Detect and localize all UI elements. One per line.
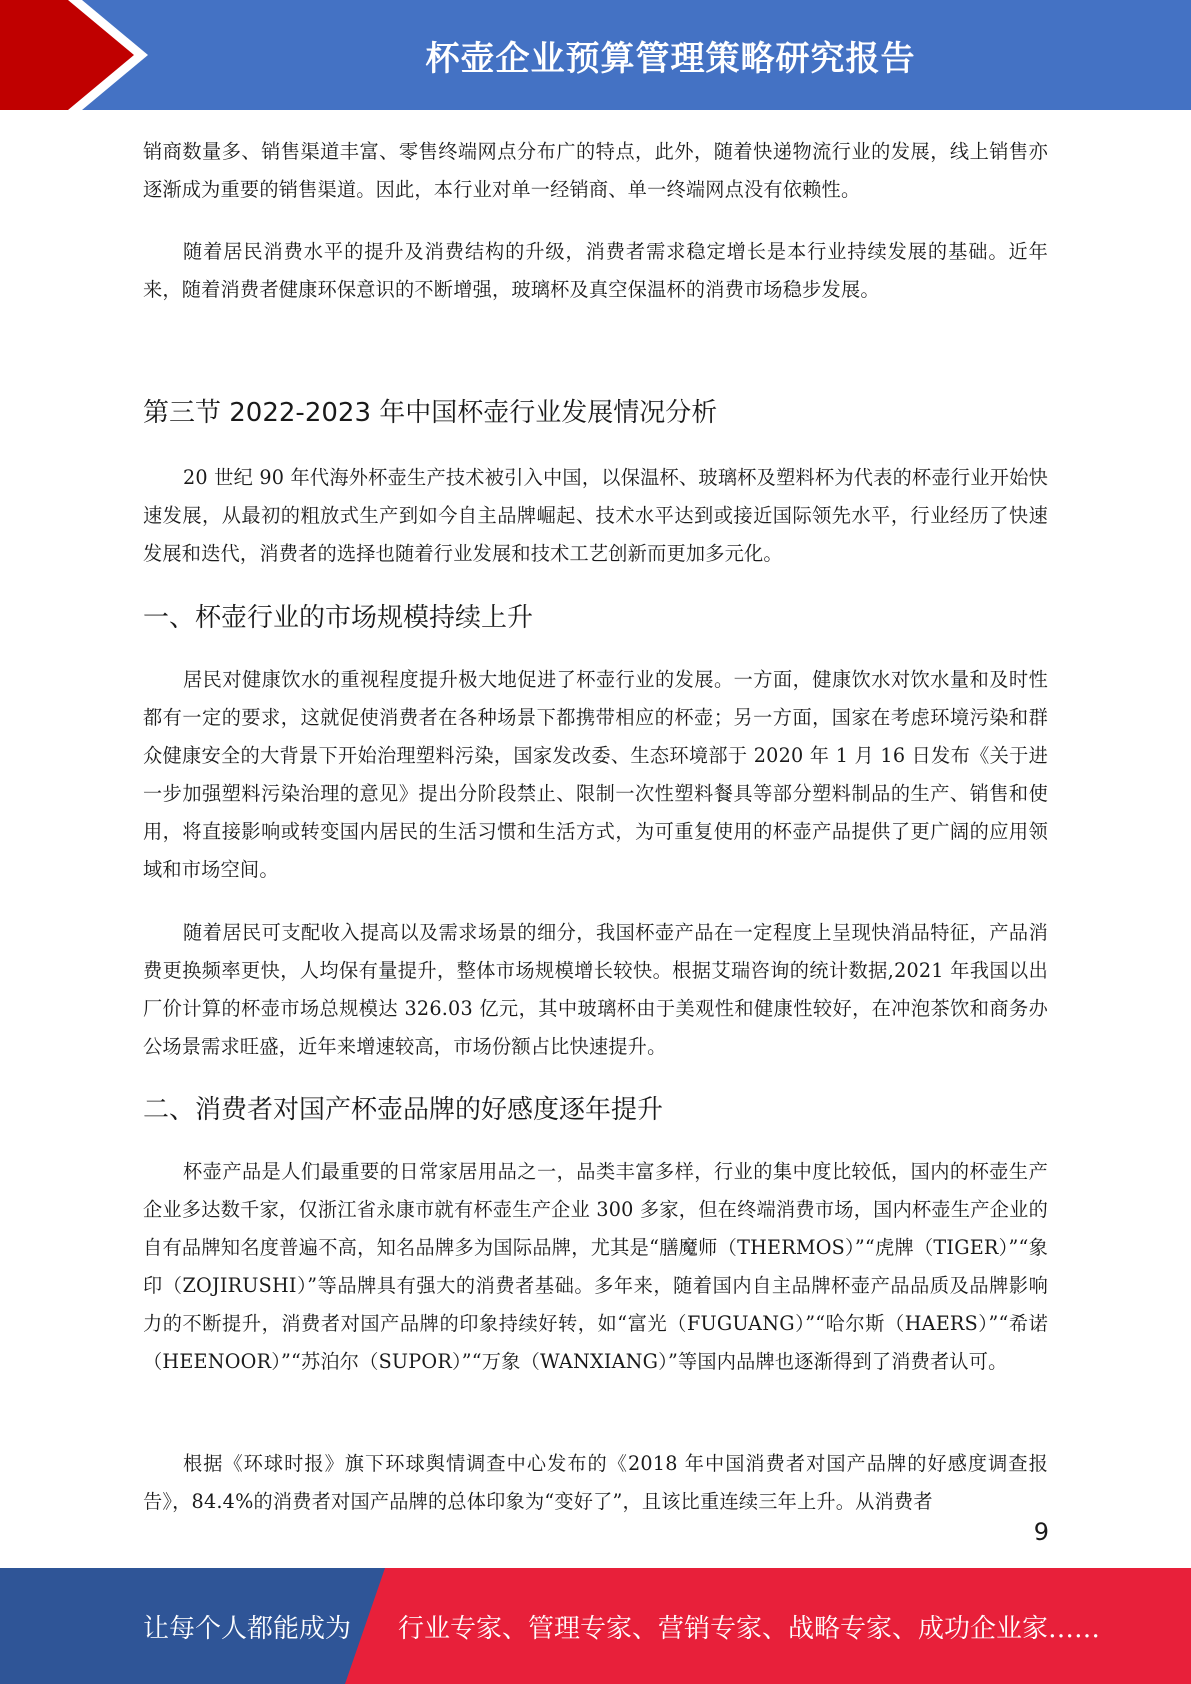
footer-slogan-right: 行业专家、管理专家、营销专家、战略专家、成功企业家…… xyxy=(398,1613,1101,1644)
subheading-1-block xyxy=(143,597,1048,634)
body-paragraph: 销商数量多、销售渠道丰富、零售终端网点分布广的特点，此外，随着快递物流行业的发展，线上销售亦逐渐成为重要的销售渠道。因此，本行业对单一经销商、单一终端网点没有依赖性。 xyxy=(143,140,1048,201)
body-paragraph: 20 世纪 90 年代海外杯壶生产技术被引入中国，以保温杯、玻璃杯及塑料杯为代表的杯壶行业开始快速发展，从最初的粗放式生产到如今自主品牌崛起、技术水平达到或接近国际领先水平，行业经历了快速发展和迭代，消费者的选择也随着行业发展和技术工艺创新而更加多元化。 xyxy=(143,466,1048,565)
header-arrow-decoration xyxy=(0,0,160,110)
body-paragraph-5-block xyxy=(143,914,1048,1066)
footer-banner xyxy=(0,1568,1191,1684)
header-banner xyxy=(0,0,1191,110)
body-paragraph: 杯壶产品是人们最重要的日常家居用品之一，品类丰富多样，行业的集中度比较低，国内的杯壶生产企业多达数千家，仅浙江省永康市就有杯壶生产企业 300 多家，但在终端消费市场，国内杯壶生产企业的自有品牌知名度普遍不高，知名品牌多为国际品牌，尤其是“膳魔师（THERMOS）”“虎牌（TIGER）”“象印（ZOJIRUSHI）”等品牌具有强大的消费者基础。多年来，随着国内自主品牌杯壶产品品质及品牌影响力的不断提升，消费者对国产品牌的印象持续好转，如“富光（FUGUANG）”“哈尔斯（HAERS）”“希诺（HEENOOR）”“苏泊尔（SUPOR）”“万象（WANXIANG）”等国内品牌也逐渐得到了消费者认可。 xyxy=(143,1160,1048,1373)
body-paragraph-3-block xyxy=(143,459,1048,573)
subheading-2-block xyxy=(143,1089,1048,1126)
body-paragraph: 随着居民可支配收入提高以及需求场景的细分，我国杯壶产品在一定程度上呈现快消品特征，产品消费更换频率更快，人均保有量提升，整体市场规模增长较快。根据艾瑞咨询的统计数据,2021 年我国以出厂价计算的杯壶市场总规模达 326.03 亿元，其中玻璃杯由于美观性和健康性较好，在冲泡茶饮和商务办公场景需求旺盛，近年来增速较高，市场份额占比快速提升。 xyxy=(143,921,1048,1058)
body-paragraph-4-block xyxy=(143,661,1048,889)
body-paragraph-6-block xyxy=(143,1153,1048,1381)
section-heading: 第三节 2022-2023 年中国杯壶行业发展情况分析 xyxy=(143,398,718,428)
body-paragraph: 随着居民消费水平的提升及消费结构的升级，消费者需求稳定增长是本行业持续发展的基础。近年来，随着消费者健康环保意识的不断增强，玻璃杯及真空保温杯的消费市场稳步发展。 xyxy=(143,240,1048,301)
footer-slogan-left: 让每个人都能成为 xyxy=(143,1613,352,1644)
subsection-heading: 二、消费者对国产杯壶品牌的好感度逐年提升 xyxy=(143,1095,664,1125)
report-title: 杯壶企业预算管理策略研究报告 xyxy=(425,38,916,79)
body-paragraph-1-block xyxy=(143,133,1048,209)
section-heading-block xyxy=(143,392,1048,429)
body-paragraph-2-block xyxy=(143,233,1048,309)
body-paragraph: 居民对健康饮水的重视程度提升极大地促进了杯壶行业的发展。一方面，健康饮水对饮水量和及时性都有一定的要求，这就促使消费者在各种场景下都携带相应的杯壶；另一方面，国家在考虑环境污染和群众健康安全的大背景下开始治理塑料污染，国家发改委、生态环境部于 2020 年 1 月 16 日发布《关于进一步加强塑料污染治理的意见》提出分阶段禁止、限制一次性塑料餐具等部分塑料制品的生产、销售和使用，将直接影响或转变国内居民的生活习惯和生活方式，为可重复使用的杯壶产品提供了更广阔的应用领域和市场空间。 xyxy=(143,668,1048,881)
body-paragraph: 根据《环球时报》旗下环球舆情调查中心发布的《2018 年中国消费者对国产品牌的好感度调查报告》，84.4%的消费者对国产品牌的总体印象为“变好了”，且该比重连续三年上升。从消费者 xyxy=(143,1452,1048,1513)
subsection-heading: 一、杯壶行业的市场规模持续上升 xyxy=(143,603,534,633)
page-number: 9 xyxy=(1033,1518,1049,1546)
body-paragraph-7-block xyxy=(143,1445,1048,1521)
